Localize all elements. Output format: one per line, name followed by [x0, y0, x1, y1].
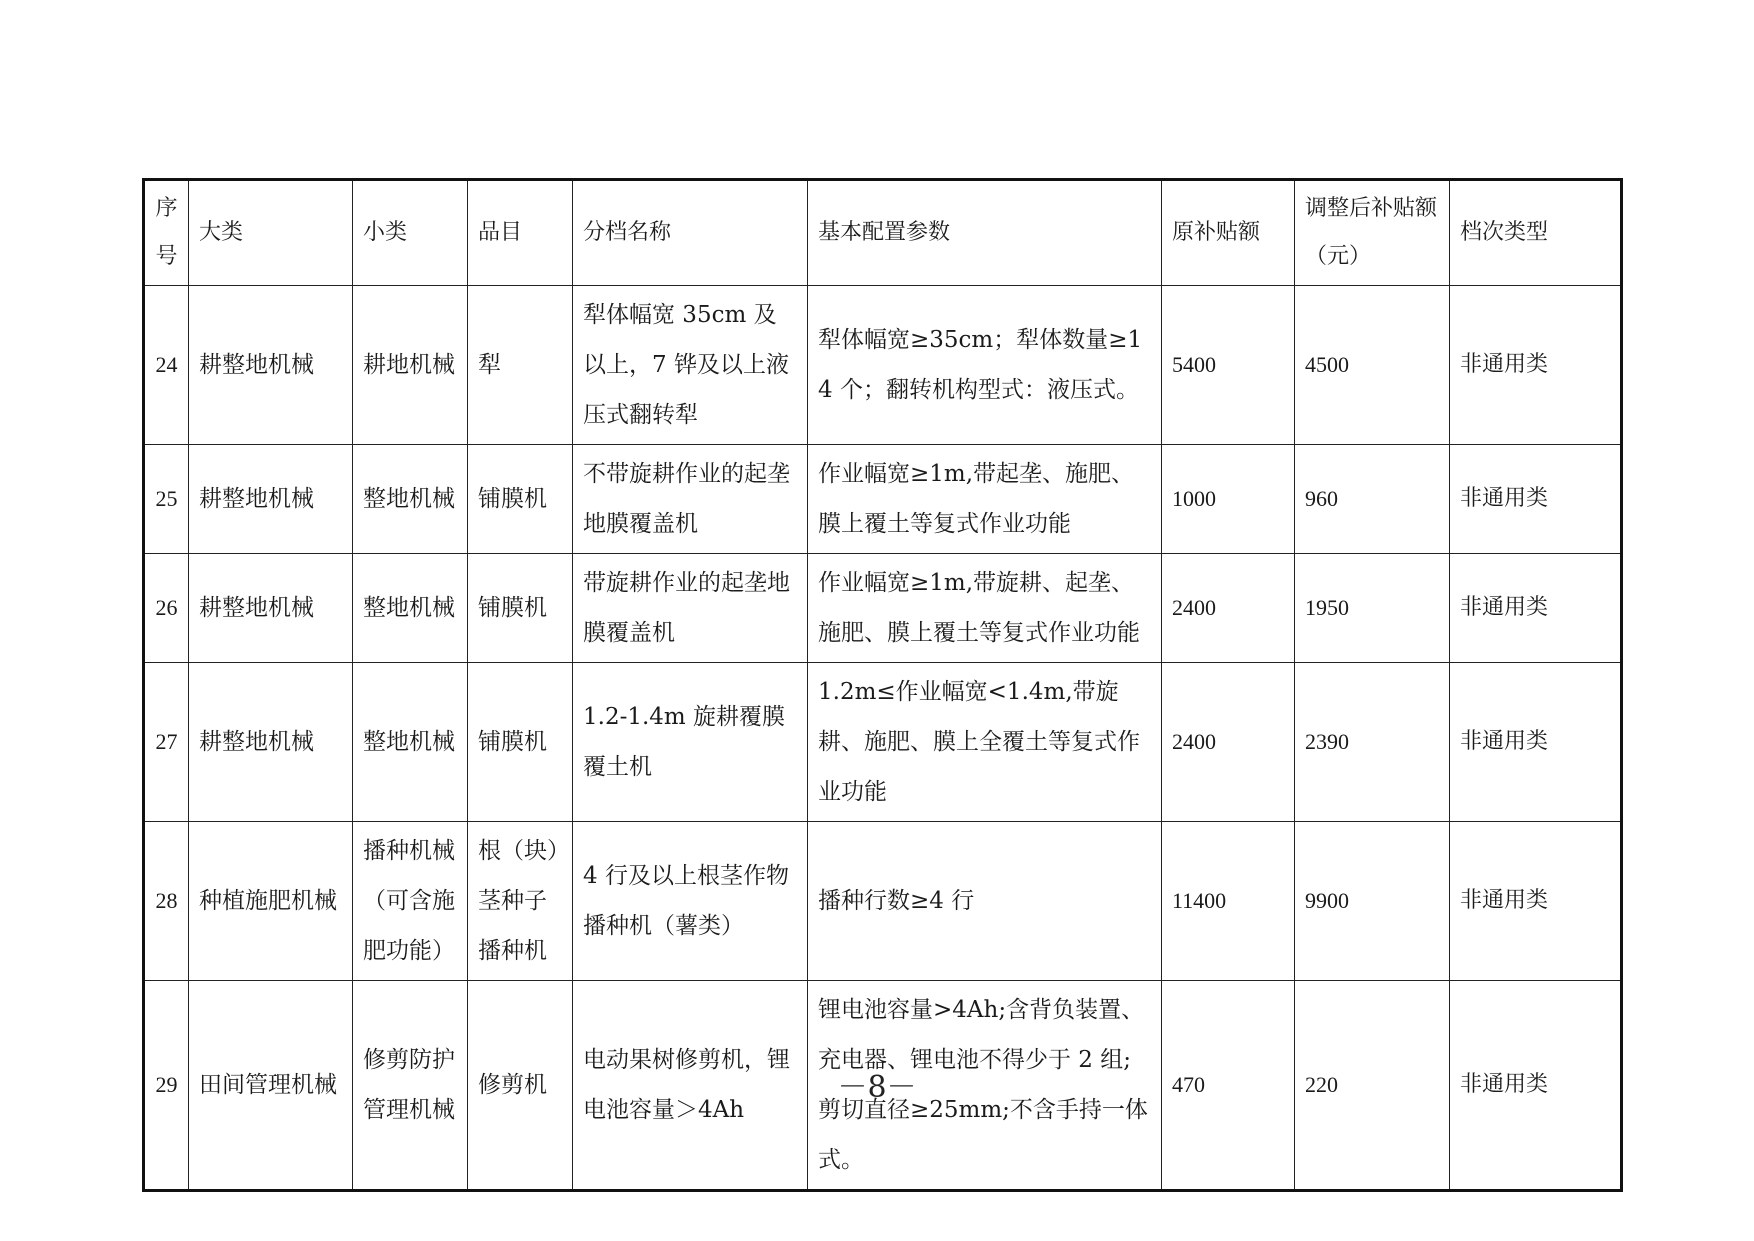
cell-config: 作业幅宽≥1m,带旋耕、起垄、施肥、膜上覆土等复式作业功能 — [808, 554, 1162, 663]
table-row — [144, 822, 1622, 981]
cell-original-subsidy: 1000 — [1162, 445, 1295, 554]
cell-config: 1.2m≤作业幅宽<1.4m,带旋耕、施肥、膜上全覆土等复式作业功能 — [808, 663, 1162, 822]
table-row — [144, 554, 1622, 663]
cell-config: 锂电池容量>4Ah;含背负装置、充电器、锂电池不得少于 2 组;剪切直径≥25mm;不含手持一体式。 — [808, 981, 1162, 1191]
header-category: 大类 — [189, 180, 353, 286]
cell-adjusted-subsidy: 4500 — [1295, 286, 1450, 445]
cell-seq: 29 — [144, 981, 189, 1191]
cell-seq: 27 — [144, 663, 189, 822]
cell-tier-type: 非通用类 — [1450, 554, 1622, 663]
cell-adjusted-subsidy: 9900 — [1295, 822, 1450, 981]
table-header-row — [144, 180, 1622, 286]
cell-item: 铺膜机 — [468, 554, 573, 663]
cell-subcategory: 播种机械（可含施肥功能） — [353, 822, 468, 981]
header-subcategory: 小类 — [353, 180, 468, 286]
cell-tier-type: 非通用类 — [1450, 822, 1622, 981]
cell-seq: 24 — [144, 286, 189, 445]
cell-subcategory: 整地机械 — [353, 554, 468, 663]
cell-seq: 28 — [144, 822, 189, 981]
cell-tier-name: 不带旋耕作业的起垄地膜覆盖机 — [573, 445, 808, 554]
header-item: 品目 — [468, 180, 573, 286]
table-row — [144, 286, 1622, 445]
cell-tier-type: 非通用类 — [1450, 981, 1622, 1191]
subsidy-adjustment-table — [142, 178, 1623, 1192]
cell-tier-name: 带旋耕作业的起垄地膜覆盖机 — [573, 554, 808, 663]
header-tier-type: 档次类型 — [1450, 180, 1622, 286]
cell-item: 犁 — [468, 286, 573, 445]
cell-tier-name: 4 行及以上根茎作物播种机（薯类） — [573, 822, 808, 981]
cell-subcategory: 整地机械 — [353, 663, 468, 822]
header-config: 基本配置参数 — [808, 180, 1162, 286]
cell-category: 耕整地机械 — [189, 663, 353, 822]
cell-adjusted-subsidy: 960 — [1295, 445, 1450, 554]
cell-seq: 25 — [144, 445, 189, 554]
cell-item: 铺膜机 — [468, 445, 573, 554]
cell-config: 播种行数≥4 行 — [808, 822, 1162, 981]
cell-subcategory: 修剪防护管理机械 — [353, 981, 468, 1191]
cell-item: 根（块）茎种子播种机 — [468, 822, 573, 981]
cell-original-subsidy: 5400 — [1162, 286, 1295, 445]
cell-category: 耕整地机械 — [189, 445, 353, 554]
cell-adjusted-subsidy: 2390 — [1295, 663, 1450, 822]
cell-tier-type: 非通用类 — [1450, 286, 1622, 445]
cell-config: 犁体幅宽≥35cm；犁体数量≥14 个；翻转机构型式：液压式。 — [808, 286, 1162, 445]
cell-tier-type: 非通用类 — [1450, 663, 1622, 822]
cell-config: 作业幅宽≥1m,带起垄、施肥、膜上覆土等复式作业功能 — [808, 445, 1162, 554]
header-tier-name: 分档名称 — [573, 180, 808, 286]
cell-subcategory: 整地机械 — [353, 445, 468, 554]
cell-item: 修剪机 — [468, 981, 573, 1191]
table-row — [144, 663, 1622, 822]
header-seq: 序号 — [144, 180, 189, 286]
cell-tier-type: 非通用类 — [1450, 445, 1622, 554]
page-number: －8－ — [837, 1070, 917, 1105]
cell-category: 种植施肥机械 — [189, 822, 353, 981]
cell-original-subsidy: 2400 — [1162, 663, 1295, 822]
cell-tier-name: 犁体幅宽 35cm 及以上，7 铧及以上液压式翻转犁 — [573, 286, 808, 445]
cell-original-subsidy: 2400 — [1162, 554, 1295, 663]
cell-adjusted-subsidy: 220 — [1295, 981, 1450, 1191]
cell-category: 田间管理机械 — [189, 981, 353, 1191]
table-row — [144, 445, 1622, 554]
header-adjusted-subsidy: 调整后补贴额（元） — [1295, 180, 1450, 286]
cell-seq: 26 — [144, 554, 189, 663]
cell-original-subsidy: 11400 — [1162, 822, 1295, 981]
cell-original-subsidy: 470 — [1162, 981, 1295, 1191]
cell-category: 耕整地机械 — [189, 286, 353, 445]
header-original-subsidy: 原补贴额 — [1162, 180, 1295, 286]
cell-item: 铺膜机 — [468, 663, 573, 822]
cell-adjusted-subsidy: 1950 — [1295, 554, 1450, 663]
cell-subcategory: 耕地机械 — [353, 286, 468, 445]
cell-tier-name: 电动果树修剪机，锂电池容量＞4Ah — [573, 981, 808, 1191]
cell-category: 耕整地机械 — [189, 554, 353, 663]
cell-tier-name: 1.2-1.4m 旋耕覆膜覆土机 — [573, 663, 808, 822]
